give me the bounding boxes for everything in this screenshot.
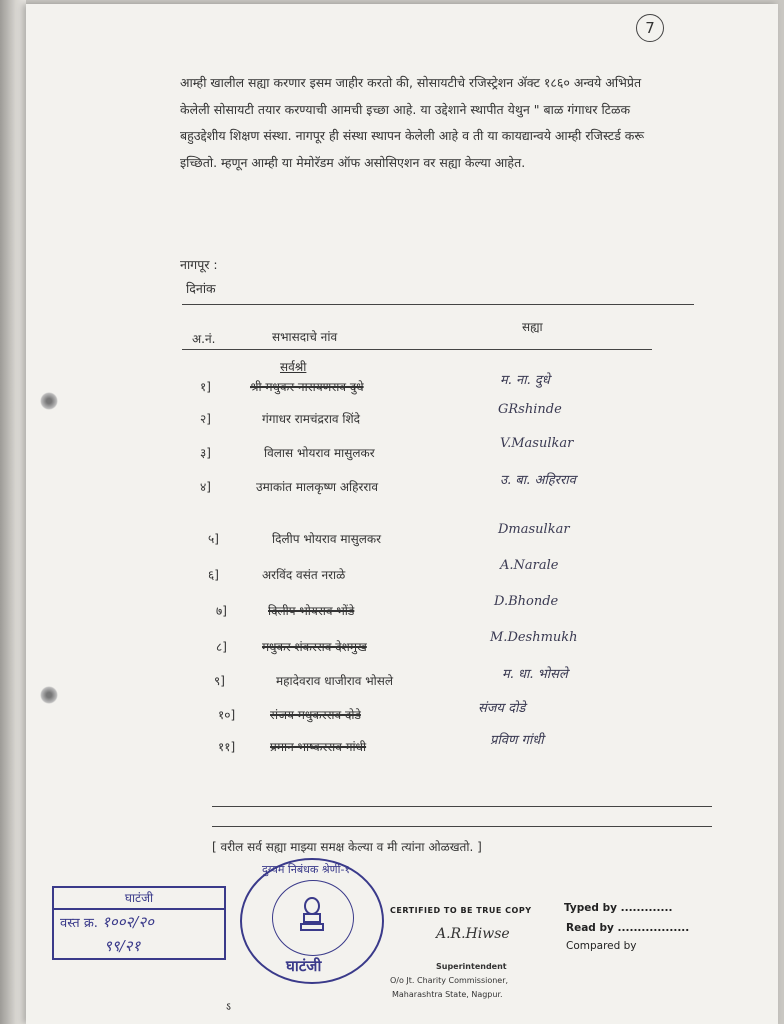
stamp-label: वस्त क्र. xyxy=(60,916,98,931)
table-top-rule xyxy=(182,304,694,305)
member-signature: D.Bhonde xyxy=(494,594,559,609)
row-number: ११] xyxy=(218,740,236,754)
row-number: ८] xyxy=(216,640,227,654)
punch-hole-icon xyxy=(40,686,58,704)
member-name: अरविंद वसंत नराळे xyxy=(262,568,346,582)
row-number: १०] xyxy=(218,708,236,722)
member-signature: M.Deshmukh xyxy=(490,630,578,645)
col-header-sign: सह्या xyxy=(522,320,543,334)
member-signature: म. धा. भोसले xyxy=(502,667,568,682)
member-name: प्रमान भाष्करराव गांधी xyxy=(270,740,367,754)
member-signature: V.Masulkar xyxy=(500,436,574,451)
member-signature: संजय दोडे xyxy=(478,701,526,716)
officer-location: Maharashtra State, Nagpur. xyxy=(392,990,503,999)
row-number: ३] xyxy=(200,446,211,460)
typed-by-label: Typed by ............. xyxy=(564,902,673,914)
read-by-label: Read by .................. xyxy=(566,922,690,934)
member-signature: म. ना. दुधे xyxy=(500,373,550,388)
officer-office: O/o Jt. Charity Commissioner, xyxy=(390,976,509,985)
row-number: १] xyxy=(200,380,211,394)
name-prefix: सर्वश्री xyxy=(280,360,307,374)
officer-signature: A.R.Hiwse xyxy=(436,926,510,942)
member-name: विलास भोयराव मासुलकर xyxy=(264,446,375,460)
page-edge xyxy=(0,0,26,1024)
table-header-rule xyxy=(182,349,652,350)
table-bottom-rule xyxy=(212,806,712,807)
member-signature: प्रविण गांधी xyxy=(490,733,544,748)
date-label: दिनांक xyxy=(186,281,216,296)
page-number: 7 xyxy=(636,14,664,42)
punch-hole-icon xyxy=(40,392,58,410)
row-number: ७] xyxy=(216,604,227,618)
member-signature: Dmasulkar xyxy=(498,522,570,537)
place-label: नागपूर : xyxy=(180,257,218,272)
member-name: संजय मधुकरराव दोडे xyxy=(270,708,361,722)
officer-title: Superintendent xyxy=(436,962,507,971)
member-name: दिलीप भोयराव भोंडे xyxy=(268,604,355,618)
stamp-value-2: ९९/२१ xyxy=(104,937,141,955)
col-header-sr: अ.नं. xyxy=(192,332,216,346)
member-signature: उ. बा. अहिरराव xyxy=(500,473,576,488)
member-name: महादेवराव धाजीराव भोसले xyxy=(276,674,393,688)
member-name: गंगाधर रामचंद्रराव शिंदे xyxy=(262,412,361,426)
register-stamp xyxy=(52,886,226,960)
footer-mark: ऽ xyxy=(226,1001,231,1013)
table-bottom-rule-2 xyxy=(212,826,712,827)
row-number: ४] xyxy=(200,480,211,494)
stamp-title: घाटंजी xyxy=(54,888,224,910)
member-signature: A.Narale xyxy=(500,558,559,573)
col-header-name: सभासदाचे नांव xyxy=(272,330,338,344)
seal-top-text: दुय्यम निबंधक श्रेणी-१ xyxy=(262,863,351,876)
member-name: मधुकर शंकरराव देशमुख xyxy=(262,640,367,654)
stamp-line-1 xyxy=(54,910,224,934)
compared-by-label: Compared by xyxy=(566,940,637,952)
member-name: दिलीप भोयराव मासुलकर xyxy=(272,532,382,546)
emblem-icon xyxy=(296,896,328,936)
stamp-line-2 xyxy=(54,934,224,958)
row-number: २] xyxy=(200,412,211,426)
row-number: ५] xyxy=(208,532,219,546)
certification-text: [ वरील सर्व सह्या माझ्या समक्ष केल्या व मी त्यांना ओळखतो. ] xyxy=(212,840,482,854)
certified-true-copy: CERTIFIED TO BE TRUE COPY xyxy=(390,906,532,915)
row-number: ९] xyxy=(214,674,225,688)
stamp-value: १००२/२० xyxy=(102,913,154,931)
seal-bottom-text: घाटंजी xyxy=(286,957,322,975)
member-name: उमाकांत मालकृष्ण अहिरराव xyxy=(256,480,379,494)
row-number: ६] xyxy=(208,568,219,582)
member-name: श्री मधुकर नारायणराव दुधे xyxy=(250,380,364,394)
declaration-paragraph: आम्ही खालील सह्या करणार इसम जाहीर करतो की, सोसायटीचे रजिस्ट्रेशन ॲक्ट १८६० अन्वये अभिप्रेत केलेली सोसायटी तयार करण्याची आमची इच्छा आहे. या उद्देशाने स्थापीत येथुन " बाळ गंगाधर टिळक बहुउद्देशीय शिक्षण संस्था. नागपूर ही संस्था स्थापन केलेली आहे व ती या कायद्यान्वये आम्ही रजिस्टर्ड करू इच्छितो. म्हणून आम्ही या मेमोरॅडम ऑफ असोसिएशन वर सह्या केल्या आहेत. xyxy=(180,75,645,170)
member-signature: GRshinde xyxy=(498,402,562,417)
